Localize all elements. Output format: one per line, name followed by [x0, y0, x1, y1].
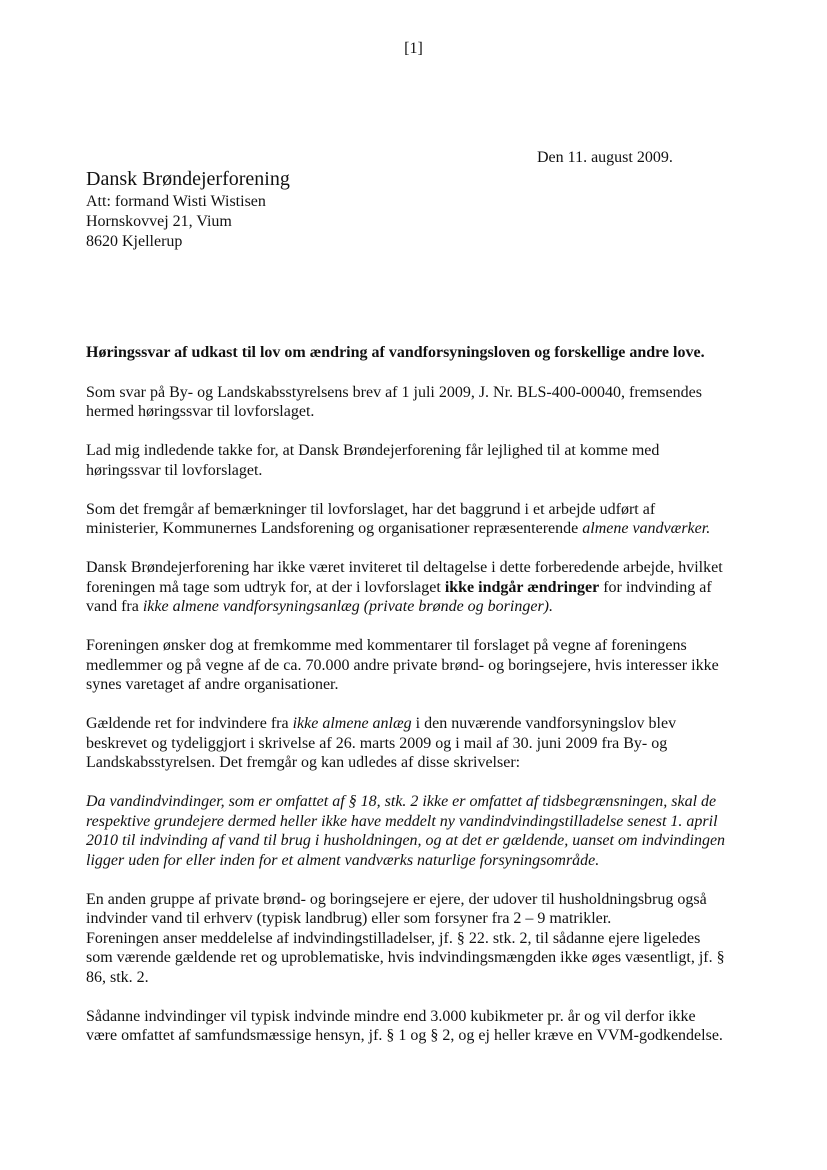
- emphasis-text: ikke almene vandforsyningsanlæg (private brønde og boringer).: [142, 598, 554, 615]
- letter-date: Den 11. august 2009.: [537, 149, 673, 166]
- paragraph-current-law: [86, 714, 766, 773]
- text-segment: ministerier, Kommunernes Landsforening og organisationer repræsenterende: [86, 520, 583, 537]
- text-line: være omfattet af samfundsmæssige hensyn, jf. § 1 og § 2, og ej heller kræve en VVM-godkendelse.: [86, 1027, 723, 1044]
- text-line: indvinder vand til erhverv (typisk landbrug) eller som forsyner fra 2 – 9 matrikler.: [86, 910, 612, 927]
- letter-body: [86, 343, 766, 1065]
- text-line: [86, 597, 766, 617]
- text-line: som værende gældende ret og uproblematiske, hvis indvindingsmængden ikke øges væsentligt, jf. §: [86, 949, 725, 966]
- text-line: synes varetaget af andre organisationer.: [86, 676, 339, 693]
- emphasis-text: ikke almene anlæg: [292, 715, 412, 732]
- text-line: medlemmer og på vegne af de ca. 70.000 andre private brønd- og boringsejere, hvis interesser ikke: [86, 656, 719, 674]
- letter-subject: Høringssvar af udkast til lov om ændring af vandforsyningsloven og forskellige andre love.: [86, 344, 705, 361]
- text-segment: for indvinding af: [599, 578, 712, 596]
- paragraph-thanks: [86, 441, 766, 480]
- text-line: Sådanne indvindinger vil typisk indvinde mindre end 3.000 kubikmeter pr. år og vil derfor ikke: [86, 1007, 696, 1025]
- recipient-attention: Att: formand Wisti Wistisen: [86, 193, 266, 210]
- text-line: Som svar på By- og Landskabsstyrelsens brev af 1 juli 2009, J. Nr. BLS-400-00040, fremsendes: [86, 383, 702, 401]
- text-segment: Gældende ret for indvindere fra: [86, 715, 293, 732]
- text-line: beskrevet og tydeliggjort i skrivelse af 26. marts 2009 og i mail af 30. juni 2009 fra By- og: [86, 734, 668, 752]
- text-segment: foreningen må tage som udtryk for, at der i lovforslaget: [86, 578, 445, 596]
- paragraph-volume: [86, 1007, 766, 1046]
- text-segment: vand fra: [86, 598, 143, 615]
- emphasis-text: almene vandværker.: [582, 520, 711, 537]
- page-number: [1]: [404, 40, 423, 57]
- paragraph-reply-reference: [86, 383, 766, 422]
- text-line: høringssvar til lovforslaget.: [86, 461, 263, 479]
- paragraph-background: [86, 500, 766, 539]
- text-line: 2010 til indvinding af vand til brug i husholdningen, og at det er gældende, uanset om indvindingen: [86, 832, 726, 849]
- recipient-organization: Dansk Brøndejerforening: [86, 168, 290, 190]
- text-line: Landskabsstyrelsen. Det fremgår og kan udledes af disse skrivelser:: [86, 754, 521, 771]
- paragraph-other-group: [86, 890, 766, 988]
- recipient-street: Hornskovvej 21, Vium: [86, 213, 232, 230]
- text-line: hermed høringssvar til lovforslaget.: [86, 403, 315, 420]
- text-line: Som det fremgår af bemærkninger til lovforslaget, har det baggrund i et arbejde udført af: [86, 500, 656, 518]
- paragraph-comments: [86, 636, 766, 695]
- text-segment: i den nuværende vandforsyningslov blev: [411, 715, 677, 732]
- text-line: ligger uden for eller inden for et alment vandværks naturlige forsyningsområde.: [86, 851, 600, 869]
- recipient-address-block: [86, 168, 290, 252]
- text-line: respektive grundejere dermed heller ikke have meddelt ny vandindvindingstilladelse senest 1. april: [86, 812, 718, 830]
- quoted-passage: [86, 792, 766, 870]
- text-line: Foreningen anser meddelelse af indvindingstilladelser, jf. § 22. stk. 2, til sådanne ejere ligeledes: [86, 929, 701, 947]
- text-line: En anden gruppe af private brønd- og boringsejere er ejere, der udover til husholdningsbrug også: [86, 890, 707, 908]
- text-line: [86, 578, 766, 598]
- text-line: 86, stk. 2.: [86, 968, 149, 986]
- text-line: Da vandindvindinger, som er omfattet af § 18, stk. 2 ikke er omfattet af tidsbegrænsningen, skal de: [86, 793, 717, 810]
- recipient-city: 8620 Kjellerup: [86, 233, 183, 250]
- paragraph-not-invited: [86, 558, 766, 617]
- text-line: Lad mig indledende takke for, at Dansk Brøndejerforening får lejlighed til at komme med: [86, 442, 660, 459]
- text-line: [86, 519, 766, 539]
- text-line: [86, 714, 766, 734]
- text-line: Foreningen ønsker dog at fremkomme med kommentarer til forslaget på vegne af foreningens: [86, 637, 687, 654]
- bold-text: ikke indgår ændringer: [444, 578, 600, 596]
- text-line: Dansk Brøndejerforening har ikke været inviteret til deltagelse i dette forberedende arbejde, hvilket: [86, 559, 723, 576]
